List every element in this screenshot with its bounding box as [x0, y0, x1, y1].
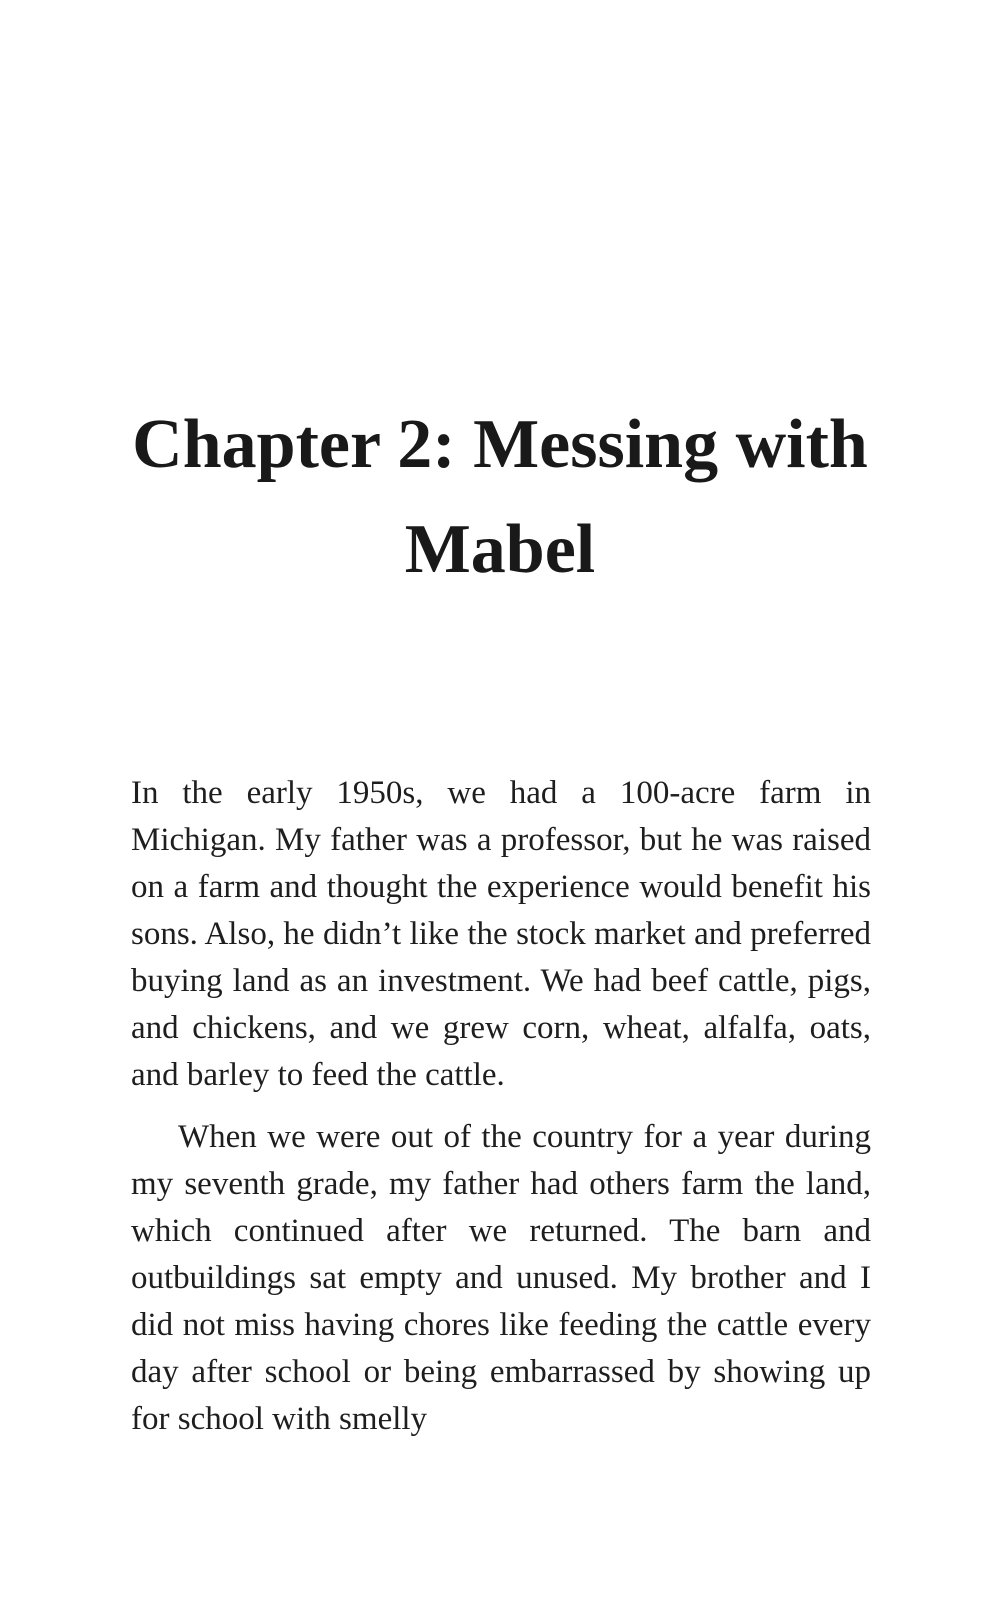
chapter-title-line-2: Mabel	[404, 511, 596, 588]
paragraph-1: In the early 1950s, we had a 100-acre farm in Michigan. My father was a professor, but he was raised on a farm and thought the experience would benefit his sons. Also, he didn’t like the stock market and preferred buying land as an investment. We had beef cattle, pigs, and chickens, and we grew corn, wheat, alfalfa, oats, and barley to feed the cattle.	[131, 775, 871, 1093]
chapter-title	[0, 392, 1000, 602]
chapter-title-line-1: Chapter 2: Messing with	[132, 406, 868, 483]
paragraph-2: When we were out of the country for a year during my seventh grade, my father had others farm the land, which continued after we returned. The barn and outbuildings sat empty and unused. My brother and I did not miss having chores like feeding the cattle every day after school or being embarrassed by showing up for school with smelly	[131, 1119, 871, 1437]
page-body	[131, 770, 871, 1443]
